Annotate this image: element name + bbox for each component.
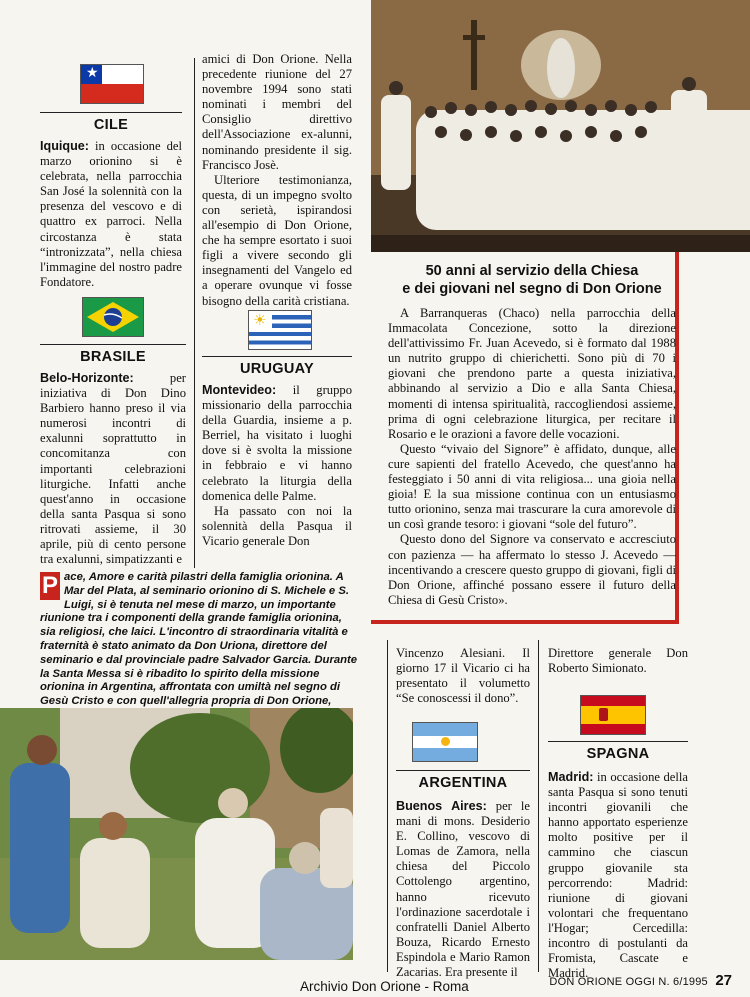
uruguay-flag-icon: ☀ — [248, 310, 312, 350]
drop-cap: P — [41, 572, 58, 599]
uruguay-heading: URUGUAY — [202, 356, 352, 377]
spagna-heading: SPAGNA — [548, 741, 688, 762]
argentina-section — [396, 770, 530, 980]
mar-del-plata-meeting-photo — [0, 708, 353, 960]
cile-section — [40, 112, 182, 290]
article-paragraph-1: A Barranqueras (Chaco) nella parrocchia della Immacolata Concezione, sotto la direzione dell'attivissimo Fr. Juan Acevedo, si è formato dal 1988 un nutrito gruppo di chierichetti. Sono più di 70 i giovani che prendono parte a questa iniziativa, abbinando al servizio a Dio e alla Santa Chiesa, momenti di intensa spiritualità, raccogliendosi assieme, prima di ogni celebrazione liturgica, per recitare il Rosario e le orazioni a favore delle vocazioni. — [388, 306, 676, 441]
brazil-flag-icon — [82, 297, 144, 337]
uruguay-second-paragraph: Ha passato con noi la solennità della Pasqua il Vicario generale Don — [202, 503, 352, 548]
col-mid-text: Vincenzo Alesiani. Il giorno 17 il Vicario ci ha presentato il volumetto “Se conoscessi il dono”. — [396, 646, 530, 706]
cile-text: Iquique: in occasione del marzo orionino si è celebrata, nella parrocchia San José la solennità con la presenza del vescovo e di quattro ex parroci. Nella circostanza è stata “intronizzata”, nella chiesa l'immagine del nostro padre Fondatore. — [40, 139, 182, 289]
spagna-text: Madrid: in occasione della santa Pasqua si sono tenuti incontri giovanili che hanno apportato esperienze molto positive per il cammino che ciascun gruppo giovanile sta percorrendo: Madrid: riunione di giovani volontari che frequentano l'Hogar; Cercedilla: incontro di postulanti da Fromista, Cascate e Madrid. — [548, 770, 688, 981]
magazine-issue: DON ORIONE OGGI N. 6/1995 — [549, 976, 708, 988]
spain-flag-icon — [580, 695, 646, 735]
mar-del-plata-text: ace, Amore e carità pilastri della famiglia orionina. A Mar del Plata, al seminario orionino di S. Michele e S. Luigi, si è tenuta nel mese di marzo, un importante riunione tra i componenti della grande famiglia orionina, sia religiosi, che laici. L'incontro di straordinaria vitalità e fraternità è stato animato da Don Uriona, direttore del seminario e dal provinciale padre Salvador Garcia. Durante la Santa Messa si è ribadito lo spirito della missione orionina in Argentina, affrontata con umiltà nel segno di Gesù Cristo e con quell'allegria propria di Don Orione, — [40, 571, 358, 708]
col2-second-paragraph: Ulteriore testimonianza, questa, di un impegno svolto con serietà, ispirandosi all'esempio di Don Orione, che ha sempre esortato i suoi figli a vivere secondo gli insegnamenti del Vangelo ed a operare ovunque vi fosse bisogno della carità cristiana. — [202, 172, 352, 308]
argentina-heading: ARGENTINA — [396, 770, 530, 791]
article-title-line1: 50 anni al servizio della Chiesa — [425, 263, 639, 279]
column-divider — [194, 58, 195, 568]
brasile-text: Belo-Horizonte: per iniziativa di Don Dino Barbiero hanno preso il via numerosi incontri di exalunni soprattutto in concomitanza con importanti celebrazioni liturgiche. Infatti anche quest'anno in occasione della santa Pasqua si sono ritrovati assieme, il 30 aprile, più di cento persone tra exalunni, simpatizzanti e — [40, 371, 186, 567]
bottom-middle-column — [396, 646, 530, 706]
column-divider — [387, 640, 388, 972]
page-footer — [532, 972, 732, 990]
article-paragraph-2: Questo “vivaio del Signore” è affidato, dunque, alle cure sapienti del fratello Acevedo, che quest'anno ha festeggiato i 50 anni di vita religiosa... una gioia nella gioia! E la sua missione continua con un entusiasmo tutto orionino, senza mai trascurare la cura amorevole di un così grande tesoro: i giovani “sole del futuro”. — [388, 441, 676, 532]
spagna-section — [548, 741, 688, 981]
brasile-section — [40, 344, 186, 567]
argentina-text: Buenos Aires: per le mani di mons. Desiderio E. Collino, vescovo di Lomas de Zamora, nella chiesa del Piccolo Cottolengo argentino, hanno ricevuto l'ordinazione sacerdotale i confratelli Daniel Alberto Bouza, Ricardo Ernesto Espindola e Mario Ramon Zacarias. Era presente il — [396, 799, 530, 980]
argentina-flag-icon — [412, 722, 478, 762]
column-divider — [538, 640, 539, 972]
cile-heading: CILE — [40, 112, 182, 133]
altar-boys-group-photo — [371, 0, 750, 252]
article-paragraph-3: Questo dono del Signore va conservato e accresciuto con pazienza — ha affermato lo stesso J. Acevedo — incentivando a crescere questo gruppo di giovani, figli di Don Orione, affinché possano essere il futuro della Chiesa di Gesù Cristo». — [388, 532, 676, 607]
page-number: 27 — [715, 972, 732, 989]
chile-flag-icon: ★ — [80, 64, 144, 104]
col-right-text: Direttore generale Don Roberto Simionato. — [548, 646, 688, 676]
column-two — [202, 52, 352, 309]
brasile-heading: BRASILE — [40, 344, 186, 365]
bottom-right-column — [548, 646, 688, 676]
uruguay-section — [202, 356, 352, 549]
uruguay-text: Montevideo: il gruppo missionario della parrocchia della Guardia, insieme a p. Berriel, ha visitato i luoghi dove si è svolta la missione in febbraio e vi hanno celebrato la liturgia della domenica delle Palme. — [202, 383, 352, 503]
article-title-line2: e dei giovani nel segno di Don Orione — [402, 281, 662, 297]
archive-credit: Archivio Don Orione - Roma — [300, 979, 469, 994]
chierichetti-article — [388, 262, 676, 608]
col2-top-text: amici di Don Orione. Nella precedente riunione del 27 novembre 1994 sono stati nominati i membri del Consiglio direttivo dell'Associazione ex-alunni, nominando presidente il sig. Francisco Josè. — [202, 52, 352, 172]
